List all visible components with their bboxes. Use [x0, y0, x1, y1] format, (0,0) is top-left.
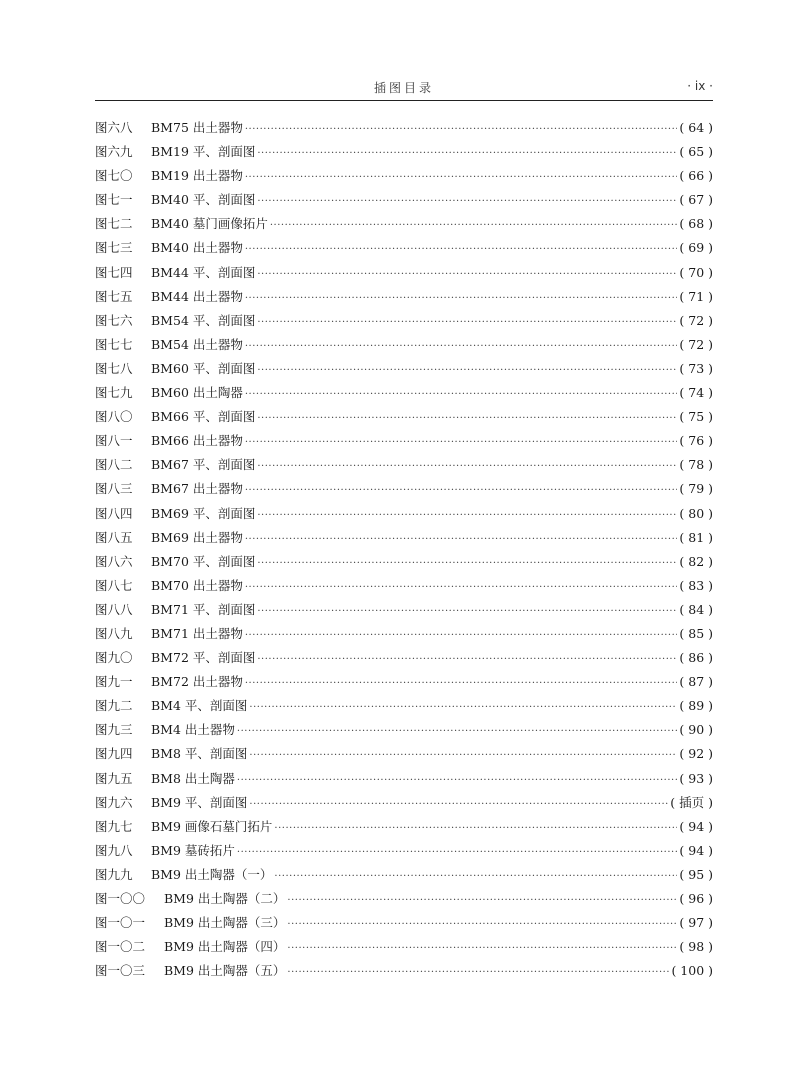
toc-entry [95, 913, 713, 937]
figure-title: BM19 出土器物 [151, 168, 243, 184]
dot-leader [245, 678, 678, 689]
toc-entry [95, 865, 713, 889]
figure-number: 图九三 [95, 722, 133, 738]
figure-number: 图七八 [95, 360, 133, 376]
toc-entry [95, 190, 713, 214]
toc-entry [95, 311, 713, 335]
figure-number: 图七九 [95, 385, 133, 401]
header-title: 插图目录 [373, 81, 434, 95]
figure-number: 图八五 [95, 529, 133, 545]
figure-title: BM71 出土器物 [151, 625, 243, 641]
page-number: ( 76 ) [679, 433, 713, 449]
page-number: ( 87 ) [679, 674, 713, 690]
toc-entry [95, 383, 713, 407]
figure-title: BM72 平、剖面图 [151, 650, 256, 666]
figure-number: 图九八 [95, 842, 133, 858]
toc-entry [95, 455, 713, 479]
page-number: ( 72 ) [679, 312, 713, 328]
dot-leader [257, 413, 677, 424]
figure-title: BM67 平、剖面图 [151, 457, 256, 473]
dot-leader [287, 943, 677, 954]
page-number: ( 84 ) [679, 601, 713, 617]
dot-leader [245, 293, 678, 304]
figure-number: 图八二 [95, 457, 133, 473]
page-number: ( 95 ) [679, 866, 713, 882]
figure-title: BM9 平、剖面图 [151, 794, 248, 810]
figure-number: 图七七 [95, 336, 133, 352]
toc-entry [95, 720, 713, 744]
dot-leader [245, 630, 678, 641]
running-header [95, 78, 713, 101]
dot-leader [257, 317, 677, 328]
toc-entry [95, 793, 713, 817]
dot-leader [270, 220, 678, 231]
dot-leader [245, 389, 678, 400]
figure-number: 图九四 [95, 746, 133, 762]
dot-leader [249, 799, 668, 810]
dot-leader [287, 967, 669, 978]
figure-number: 图九七 [95, 818, 133, 834]
page-number: ( 94 ) [679, 818, 713, 834]
header-page-number: · ix · [687, 79, 713, 93]
dot-leader [274, 871, 677, 882]
dot-leader [257, 461, 677, 472]
toc-entry [95, 744, 713, 768]
dot-leader [245, 124, 678, 135]
toc-entry [95, 648, 713, 672]
page-number: ( 80 ) [679, 505, 713, 521]
toc-entry [95, 479, 713, 503]
dot-leader [245, 437, 678, 448]
dot-leader [245, 341, 678, 352]
page-number: ( 83 ) [679, 577, 713, 593]
page-number: ( 98 ) [679, 939, 713, 955]
toc-entry [95, 672, 713, 696]
dot-leader [274, 823, 677, 834]
figure-number: 图八六 [95, 553, 133, 569]
figure-number: 图八三 [95, 481, 133, 497]
figure-number: 图六九 [95, 144, 133, 160]
dot-leader [245, 244, 678, 255]
dot-leader [249, 702, 677, 713]
page-number: ( 64 ) [679, 120, 713, 135]
figure-number: 图七〇 [95, 168, 133, 184]
figure-title: BM8 出土陶器 [151, 770, 235, 786]
dot-leader [245, 485, 678, 496]
toc-entry [95, 937, 713, 961]
figure-number: 图九六 [95, 794, 133, 810]
dot-leader [257, 606, 677, 617]
figure-title: BM70 出土器物 [151, 577, 243, 593]
toc-entry [95, 961, 713, 985]
dot-leader [249, 750, 677, 761]
toc-entry [95, 817, 713, 841]
figure-number: 图一〇一 [95, 915, 146, 931]
figure-title: BM9 画像石墓门拓片 [151, 818, 273, 834]
figure-title: BM9 出土陶器（五） [164, 963, 286, 979]
figure-title: BM60 平、剖面图 [151, 360, 256, 376]
figure-number: 图九〇 [95, 650, 133, 666]
toc-entry [95, 359, 713, 383]
figure-title: BM8 平、剖面图 [151, 746, 248, 762]
figure-title: BM60 出土陶器 [151, 385, 243, 401]
page-number: ( 90 ) [679, 722, 713, 738]
page-number: ( 100 ) [671, 963, 713, 979]
dot-leader [257, 269, 677, 280]
figure-number: 图九五 [95, 770, 133, 786]
figure-title: BM40 平、剖面图 [151, 192, 256, 208]
dot-leader [287, 919, 677, 930]
toc-entry [95, 214, 713, 238]
toc-entry [95, 142, 713, 166]
toc-entry [95, 118, 713, 142]
toc-entry [95, 431, 713, 455]
page-number: ( 插页 ) [670, 794, 713, 810]
dot-leader [257, 654, 677, 665]
page-number: ( 69 ) [679, 240, 713, 256]
figure-number: 图七六 [95, 312, 133, 328]
figure-number: 图七一 [95, 192, 133, 208]
toc-entry [95, 528, 713, 552]
toc-entry [95, 696, 713, 720]
dot-leader [287, 895, 677, 906]
toc-entry [95, 287, 713, 311]
figure-list [95, 118, 713, 985]
toc-entry [95, 576, 713, 600]
dot-leader [237, 847, 677, 858]
toc-entry [95, 166, 713, 190]
figure-number: 图一〇〇 [95, 891, 146, 906]
dot-leader [237, 775, 677, 786]
page-number: ( 78 ) [679, 457, 713, 473]
figure-title: BM70 平、剖面图 [151, 553, 256, 569]
figure-title: BM9 出土陶器（三） [164, 915, 286, 931]
page-number: ( 68 ) [679, 216, 713, 232]
page-number: ( 86 ) [679, 650, 713, 666]
toc-entry [95, 600, 713, 624]
figure-title: BM69 出土器物 [151, 529, 243, 545]
figure-title: BM9 出土陶器（一） [151, 866, 273, 882]
page-number: ( 96 ) [679, 891, 713, 906]
toc-entry [95, 552, 713, 576]
figure-title: BM19 平、剖面图 [151, 144, 256, 160]
figure-title: BM54 平、剖面图 [151, 312, 256, 328]
toc-entry [95, 335, 713, 359]
figure-number: 图八七 [95, 577, 133, 593]
toc-entry [95, 238, 713, 262]
dot-leader [257, 196, 677, 207]
figure-number: 图九九 [95, 866, 133, 882]
figure-title: BM66 出土器物 [151, 433, 243, 449]
page-number: ( 65 ) [679, 144, 713, 160]
figure-title: BM71 平、剖面图 [151, 601, 256, 617]
figure-title: BM67 出土器物 [151, 481, 243, 497]
page-number: ( 97 ) [679, 915, 713, 931]
page-number: ( 92 ) [679, 746, 713, 762]
figure-number: 图七三 [95, 240, 133, 256]
figure-number: 图八一 [95, 433, 133, 449]
figure-number: 图八四 [95, 505, 133, 521]
toc-entry [95, 407, 713, 431]
figure-number: 图七四 [95, 264, 133, 280]
figure-number: 图一〇三 [95, 963, 146, 979]
page-number: ( 67 ) [679, 192, 713, 208]
figure-number: 图六八 [95, 120, 133, 135]
page-number: ( 74 ) [679, 385, 713, 401]
page-number: ( 66 ) [679, 168, 713, 184]
toc-entry [95, 263, 713, 287]
figure-number: 图七二 [95, 216, 133, 232]
figure-title: BM66 平、剖面图 [151, 409, 256, 425]
page-number: ( 73 ) [679, 360, 713, 376]
page-number: ( 75 ) [679, 409, 713, 425]
toc-entry [95, 841, 713, 865]
dot-leader [237, 726, 677, 737]
figure-title: BM44 出土器物 [151, 288, 243, 304]
dot-leader [257, 510, 677, 521]
dot-leader [257, 558, 677, 569]
toc-entry [95, 889, 713, 913]
page-number: ( 89 ) [679, 698, 713, 714]
dot-leader [245, 582, 678, 593]
dot-leader [245, 534, 678, 545]
toc-entry [95, 624, 713, 648]
figure-title: BM75 出土器物 [151, 120, 243, 135]
figure-title: BM9 出土陶器（四） [164, 939, 286, 955]
figure-title: BM9 出土陶器（二） [164, 891, 286, 906]
figure-title: BM69 平、剖面图 [151, 505, 256, 521]
figure-title: BM40 墓门画像拓片 [151, 216, 268, 232]
page-number: ( 94 ) [679, 842, 713, 858]
figure-title: BM54 出土器物 [151, 336, 243, 352]
dot-leader [257, 365, 677, 376]
figure-title: BM4 出土器物 [151, 722, 235, 738]
toc-entry [95, 504, 713, 528]
figure-number: 图七五 [95, 288, 133, 304]
page-number: ( 71 ) [679, 288, 713, 304]
page-number: ( 79 ) [679, 481, 713, 497]
figure-number: 图八〇 [95, 409, 133, 425]
figure-number: 图八八 [95, 601, 133, 617]
page-number: ( 82 ) [679, 553, 713, 569]
figure-title: BM9 墓砖拓片 [151, 842, 235, 858]
figure-title: BM40 出土器物 [151, 240, 243, 256]
figure-number: 图九一 [95, 674, 133, 690]
figure-number: 图一〇二 [95, 939, 146, 955]
page-number: ( 81 ) [679, 529, 713, 545]
dot-leader [245, 172, 678, 183]
figure-number: 图八九 [95, 625, 133, 641]
page-number: ( 72 ) [679, 336, 713, 352]
dot-leader [257, 148, 677, 159]
figure-title: BM72 出土器物 [151, 674, 243, 690]
toc-entry [95, 769, 713, 793]
figure-title: BM4 平、剖面图 [151, 698, 248, 714]
page-number: ( 85 ) [679, 625, 713, 641]
figure-number: 图九二 [95, 698, 133, 714]
page-number: ( 70 ) [679, 264, 713, 280]
figure-title: BM44 平、剖面图 [151, 264, 256, 280]
page-number: ( 93 ) [679, 770, 713, 786]
